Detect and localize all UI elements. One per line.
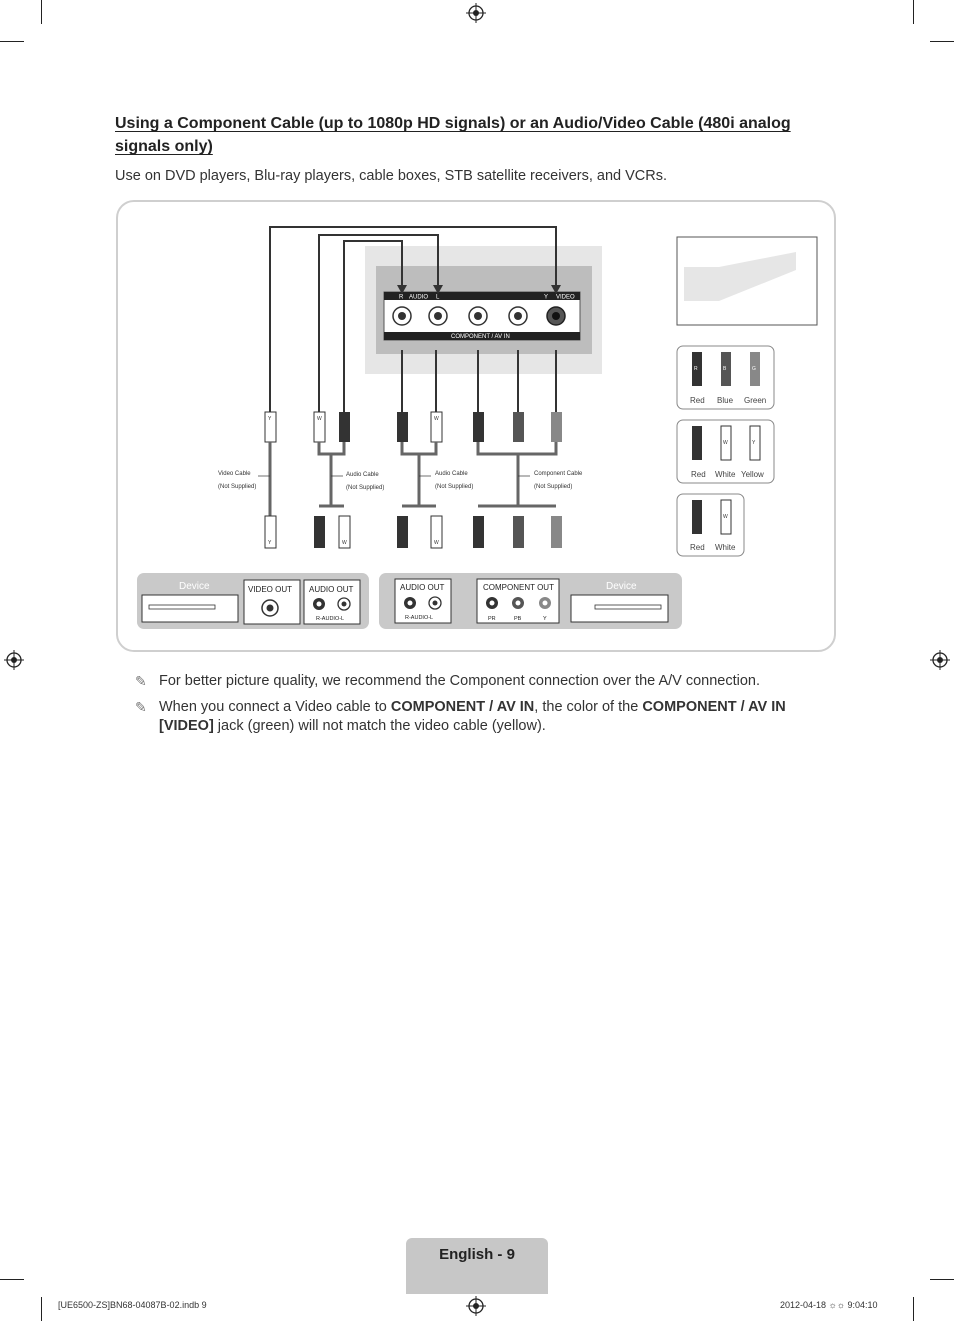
- device-right-label: Device: [606, 581, 637, 592]
- registration-mark-icon: [930, 650, 950, 670]
- r-audio-l-label: R-AUDIO-L: [316, 616, 345, 622]
- component-cable-label: Component Cable: [534, 471, 583, 477]
- pencil-icon: ✎: [135, 699, 147, 715]
- panel-y-label: Y: [544, 294, 549, 301]
- legend-yellow: Yellow: [741, 470, 764, 479]
- plug-letter-w: W: [723, 440, 728, 446]
- plug-letter-w: W: [317, 416, 322, 422]
- crop-mark: [41, 0, 42, 24]
- registration-mark-icon: [466, 3, 486, 23]
- intro-text: Use on DVD players, Blu-ray players, cable boxes, STB satellite receivers, and VCRs.: [115, 168, 668, 184]
- legend-red: Red: [690, 396, 705, 405]
- panel-r-label: R: [399, 294, 404, 301]
- panel-l-label: L: [436, 294, 440, 301]
- registration-mark-icon: [4, 650, 24, 670]
- notes: [135, 672, 835, 743]
- plug-letter-y: Y: [268, 416, 272, 422]
- legend-white: White: [715, 543, 736, 552]
- legend-blue: Blue: [717, 396, 734, 405]
- plug-letter-y: Y: [268, 540, 272, 546]
- component-out-label: COMPONENT OUT: [483, 583, 554, 592]
- not-supplied-label: (Not Supplied): [218, 484, 257, 490]
- crop-mark: [0, 41, 24, 42]
- note-2-emphasis-1: COMPONENT / AV IN: [390, 699, 535, 715]
- connection-diagram: [116, 200, 836, 652]
- note-2: [135, 698, 835, 736]
- audio-cable-label: Audio Cable: [435, 471, 468, 477]
- audio-cable-label: Audio Cable: [346, 472, 379, 478]
- section-heading: Using a Component Cable (up to 1080p HD signals) or an Audio/Video Cable (480i analog signals only): [115, 115, 791, 155]
- lower-plugs: [265, 516, 562, 548]
- video-out-label: VIDEO OUT: [248, 585, 293, 594]
- panel-component-av-in-label: COMPONENT / AV IN: [451, 334, 510, 340]
- plug-letter-r: R: [694, 366, 698, 372]
- plug-letter-g: G: [752, 366, 756, 372]
- pr-label: PR: [488, 616, 496, 622]
- crop-mark: [0, 1279, 24, 1280]
- file-info: [UE6500-ZS]BN68-04087B-02.indb 9: [58, 1300, 207, 1310]
- legend-white: White: [715, 470, 736, 479]
- crop-mark: [930, 1279, 954, 1280]
- plug-letter-y: Y: [752, 440, 756, 446]
- panel-audio-label: AUDIO: [409, 294, 429, 301]
- not-supplied-label: (Not Supplied): [346, 485, 385, 491]
- legend-green: Green: [744, 396, 767, 405]
- plug-letter-w: W: [342, 540, 347, 546]
- crop-mark: [930, 41, 954, 42]
- y-label: Y: [543, 616, 547, 622]
- plug-letter-b: B: [723, 366, 727, 372]
- plug-letter-w: W: [434, 416, 439, 422]
- device-left-label: Device: [179, 581, 210, 592]
- note-2-text-e: jack (green) will not match the video cable (yellow).: [213, 718, 546, 734]
- upper-plugs: [265, 412, 562, 442]
- pencil-icon: ✎: [135, 673, 147, 689]
- legend-red: Red: [691, 470, 706, 479]
- registration-mark-icon: [466, 1296, 486, 1316]
- audio-out-label: AUDIO OUT: [309, 585, 354, 594]
- page-number: English - 9: [439, 1246, 515, 1263]
- audio-out-label: AUDIO OUT: [400, 583, 445, 592]
- note-1-text: For better picture quality, we recommend the Component connection over the A/V connection.: [159, 673, 761, 689]
- crop-mark: [41, 1297, 42, 1321]
- print-timestamp: 2012-04-18 ☼☼ 9:04:10: [780, 1300, 878, 1310]
- r-audio-l-label: R-AUDIO-L: [405, 615, 434, 621]
- pb-label: PB: [514, 616, 522, 622]
- note-2-emphasis-2: COMPONENT / AV IN [VIDEO]: [159, 699, 786, 734]
- note-1: [135, 672, 835, 691]
- video-cable-label: Video Cable: [218, 471, 251, 477]
- not-supplied-label: (Not Supplied): [435, 484, 474, 490]
- legend-red: Red: [690, 543, 705, 552]
- note-2-text-a: When you connect a Video cable to: [159, 699, 391, 715]
- not-supplied-label: (Not Supplied): [534, 484, 573, 490]
- plug-letter-w: W: [434, 540, 439, 546]
- plug-letter-w: W: [723, 514, 728, 520]
- crop-mark: [913, 1297, 914, 1321]
- note-2-text-c: , the color of the: [534, 699, 643, 715]
- crop-mark: [913, 0, 914, 24]
- panel-video-label: VIDEO: [556, 294, 575, 301]
- cable-bodies: [270, 442, 556, 516]
